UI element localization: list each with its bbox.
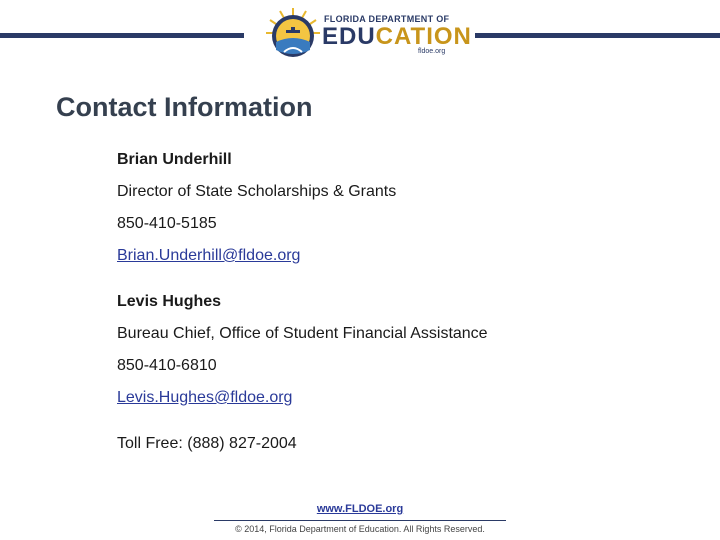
fldoe-logo	[262, 4, 472, 64]
contact-phone: 850-410-6810	[117, 357, 217, 374]
contact-card	[117, 144, 677, 272]
footer-bar	[214, 520, 506, 540]
contact-name: Levis Hughes	[117, 293, 222, 310]
contact-title: Director of State Scholarships & Grants	[117, 183, 397, 200]
logo-url: fldoe.org	[418, 48, 446, 55]
contact-phone: 850-410-5185	[117, 215, 217, 232]
header-rule-right	[475, 33, 720, 38]
logo-main-text	[322, 25, 472, 49]
logo-main-text-navy: EDU	[322, 23, 376, 50]
footer-copyright: © 2014, Florida Department of Education. All Rights Reserved.	[235, 524, 485, 534]
footer-website-link[interactable]: www.FLDOE.org	[316, 503, 404, 515]
contact-email-link[interactable]: Brian.Underhill@fldoe.org	[117, 247, 301, 264]
sun-emblem-icon	[264, 6, 322, 64]
footer-divider	[214, 520, 506, 521]
contact-list	[117, 144, 677, 460]
contact-name: Brian Underhill	[117, 151, 232, 168]
toll-free-number: Toll Free: (888) 827-2004	[117, 435, 297, 452]
page-title: Contact Information	[56, 92, 313, 122]
logo-main-text-gold: CATION	[375, 23, 472, 50]
contact-email-link[interactable]: Levis.Hughes@fldoe.org	[117, 389, 293, 406]
contact-card	[117, 286, 677, 414]
contact-title: Bureau Chief, Office of Student Financial Assistance	[117, 325, 488, 342]
logo-top-text: FLORIDA DEPARTMENT OF	[324, 14, 450, 24]
header-rule-left	[0, 33, 244, 38]
